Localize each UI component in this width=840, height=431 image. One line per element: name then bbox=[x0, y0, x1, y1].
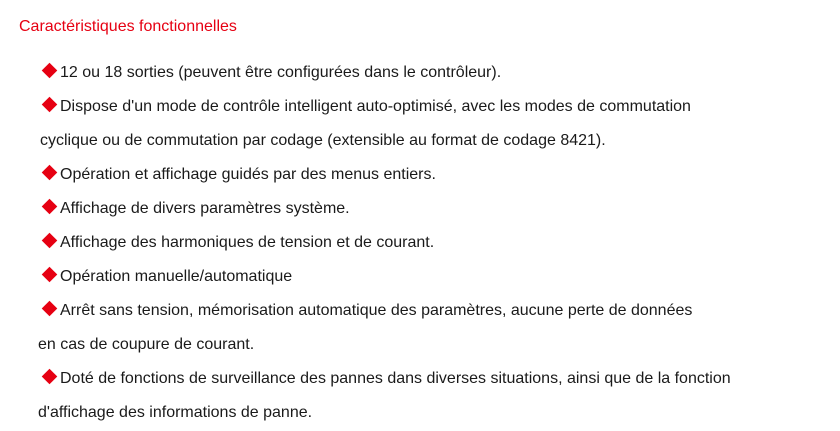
feature-item bbox=[41, 158, 831, 192]
feature-text: 12 ou 18 sorties (peuvent être configurées dans le contrôleur). bbox=[60, 64, 502, 81]
diamond-bullet-icon bbox=[42, 199, 58, 215]
feature-item bbox=[41, 56, 831, 90]
feature-text-continuation: d'affichage des informations de panne. bbox=[38, 404, 313, 421]
section-title: Caractéristiques fonctionnelles bbox=[19, 18, 237, 35]
feature-text-continuation: cyclique ou de commutation par codage (extensible au format de codage 8421). bbox=[40, 132, 606, 149]
feature-text: Affichage des harmoniques de tension et de courant. bbox=[60, 234, 435, 251]
feature-text: Opération et affichage guidés par des menus entiers. bbox=[60, 166, 436, 183]
feature-text: Affichage de divers paramètres système. bbox=[60, 200, 350, 217]
feature-item bbox=[38, 362, 831, 430]
feature-list bbox=[38, 56, 831, 430]
feature-text-continuation: en cas de coupure de courant. bbox=[38, 336, 255, 353]
feature-text: Opération manuelle/automatique bbox=[60, 268, 293, 285]
diamond-bullet-icon bbox=[42, 369, 58, 385]
feature-item bbox=[41, 260, 831, 294]
feature-item bbox=[38, 294, 831, 362]
feature-item bbox=[41, 226, 831, 260]
diamond-bullet-icon bbox=[42, 165, 58, 181]
diamond-bullet-icon bbox=[42, 233, 58, 249]
diamond-bullet-icon bbox=[42, 301, 58, 317]
feature-text: Arrêt sans tension, mémorisation automatique des paramètres, aucune perte de données bbox=[60, 302, 693, 319]
feature-text: Doté de fonctions de surveillance des pannes dans diverses situations, ainsi que de la fonction bbox=[60, 370, 731, 387]
feature-text: Dispose d'un mode de contrôle intelligent auto-optimisé, avec les modes de commutation bbox=[60, 98, 691, 115]
feature-item bbox=[41, 192, 831, 226]
diamond-bullet-icon bbox=[42, 97, 58, 113]
feature-item bbox=[41, 90, 831, 158]
diamond-bullet-icon bbox=[42, 267, 58, 283]
diamond-bullet-icon bbox=[42, 63, 58, 79]
